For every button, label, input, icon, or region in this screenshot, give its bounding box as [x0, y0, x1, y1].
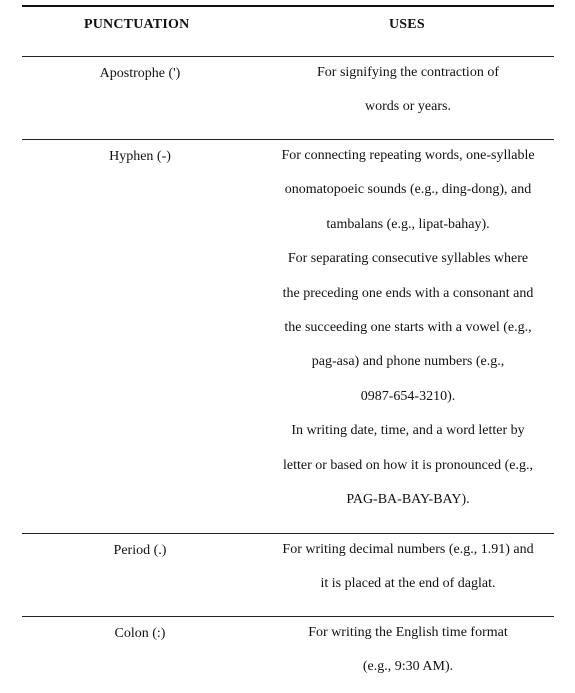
row-colon-uses	[262, 616, 554, 685]
header-uses: USES	[389, 17, 425, 32]
row-colon-punctuation: Colon (:)	[114, 626, 166, 641]
use-line: letter or based on how it is pronounced (e.g.,	[283, 457, 533, 473]
use-line: it is placed at the end of daglat.	[320, 576, 496, 592]
row-apostrophe-uses	[262, 56, 554, 125]
use-line: For connecting repeating words, one-syllable	[281, 148, 535, 163]
use-line: PAG-BA-BAY-BAY).	[346, 492, 470, 508]
use-line: For writing the English time format	[308, 625, 508, 640]
header-punctuation: PUNCTUATION	[84, 17, 190, 32]
row-apostrophe-punctuation: Apostrophe (')	[99, 66, 181, 81]
table-top-rule	[22, 5, 554, 7]
use-line: pag-asa) and phone numbers (e.g.,	[311, 354, 505, 370]
row-hyphen-uses	[262, 139, 554, 517]
row-hyphen-punctuation: Hyphen (-)	[109, 149, 171, 164]
row-period-uses	[262, 533, 554, 602]
use-line: words or years.	[365, 99, 451, 115]
use-line: the preceding one ends with a consonant and	[282, 285, 534, 301]
use-line: (e.g., 9:30 AM).	[362, 659, 454, 675]
use-line: For signifying the contraction of	[317, 65, 499, 80]
use-line: 0987-654-3210).	[360, 388, 456, 404]
use-line: tambalans (e.g., lipat-bahay).	[326, 216, 490, 232]
use-line: For separating consecutive syllables where	[287, 251, 529, 267]
row-period-punctuation: Period (.)	[113, 543, 167, 558]
use-line: onomatopoeic sounds (e.g., ding-dong), and	[284, 182, 532, 198]
use-line: the succeeding one starts with a vowel (e.g.,	[284, 320, 532, 336]
use-line: In writing date, time, and a word letter by	[291, 423, 525, 439]
use-line: For writing decimal numbers (e.g., 1.91) and	[282, 542, 534, 557]
